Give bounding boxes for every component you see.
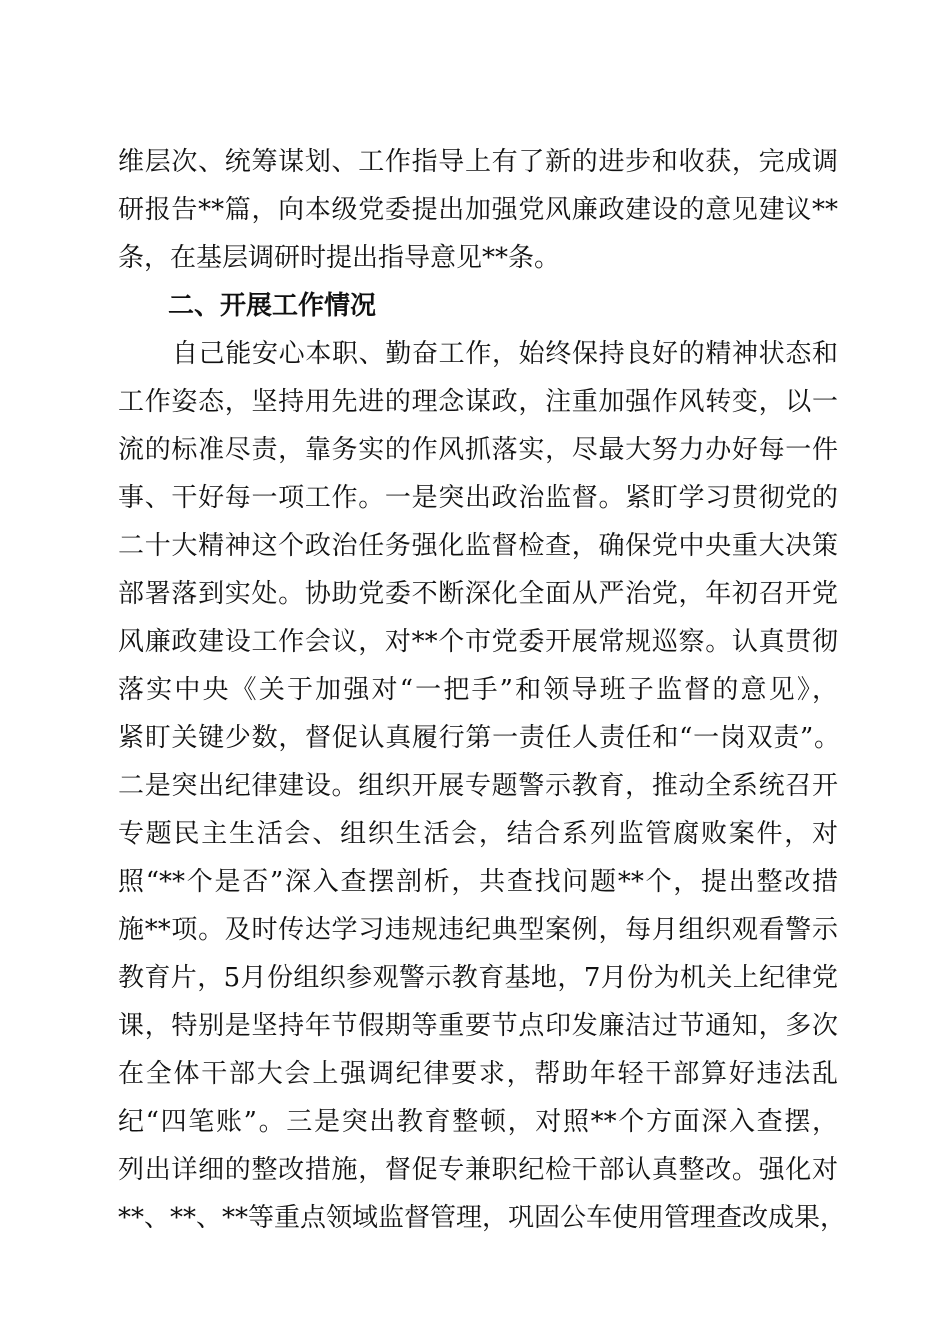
text-line-5: 自己能安心本职、勤奋工作，始终保持良好的精神状态和 bbox=[172, 339, 838, 369]
text-line-16: 照“**个是否”深入查摆剖析，共查找问题**个，提出整改措 bbox=[118, 867, 838, 897]
text-line-10: 部署落到实处。协助党委不断深化全面从严治党，年初召开党 bbox=[118, 579, 838, 609]
text-line-1: 维层次、统筹谋划、工作指导上有了新的进步和收获，完成调 bbox=[118, 147, 838, 177]
text-line-15: 专题民主生活会、组织生活会，结合系列监管腐败案件，对 bbox=[118, 819, 838, 849]
text-line-14: 二是突出纪律建设。组织开展专题警示教育，推动全系统召开 bbox=[118, 771, 838, 801]
section-heading: 二、开展工作情况 bbox=[168, 291, 377, 321]
text-line-6: 工作姿态，坚持用先进的理念谋政，注重加强作风转变，以一 bbox=[118, 387, 838, 417]
text-line-20: 在全体干部大会上强调纪律要求，帮助年轻干部算好违法乱 bbox=[118, 1059, 838, 1089]
text-line-22: 列出详细的整改措施，督促专兼职纪检干部认真整改。强化对 bbox=[118, 1155, 838, 1185]
text-line-9: 二十大精神这个政治任务强化监督检查，确保党中央重大决策 bbox=[118, 531, 838, 561]
text-line-3: 条，在基层调研时提出指导意见**条。 bbox=[118, 243, 561, 273]
text-line-2: 研报告**篇，向本级党委提出加强党风廉政建设的意见建议** bbox=[118, 195, 838, 225]
text-line-12: 落实中央《关于加强对“一把手”和领导班子监督的意见》， bbox=[118, 675, 838, 705]
text-line-7: 流的标准尽责，靠务实的作风抓落实，尽最大努力办好每一件 bbox=[118, 435, 838, 465]
text-line-8: 事、干好每一项工作。一是突出政治监督。紧盯学习贯彻党的 bbox=[118, 483, 838, 513]
text-line-18: 教育片，5月份组织参观警示教育基地，7月份为机关上纪律党 bbox=[118, 963, 838, 993]
text-line-13: 紧盯关键少数，督促认真履行第一责任人责任和“一岗双责”。 bbox=[118, 723, 840, 753]
text-line-23: **、**、**等重点领域监督管理，巩固公车使用管理查改成果， bbox=[118, 1203, 847, 1233]
text-line-19: 课，特别是坚持年节假期等重要节点印发廉洁过节通知，多次 bbox=[118, 1011, 838, 1041]
text-line-21: 纪“四笔账”。三是突出教育整顿，对照**个方面深入查摆， bbox=[118, 1107, 838, 1137]
text-line-11: 风廉政建设工作会议，对**个市党委开展常规巡察。认真贯彻 bbox=[118, 627, 838, 657]
text-line-17: 施**项。及时传达学习违规违纪典型案例，每月组织观看警示 bbox=[118, 915, 838, 945]
